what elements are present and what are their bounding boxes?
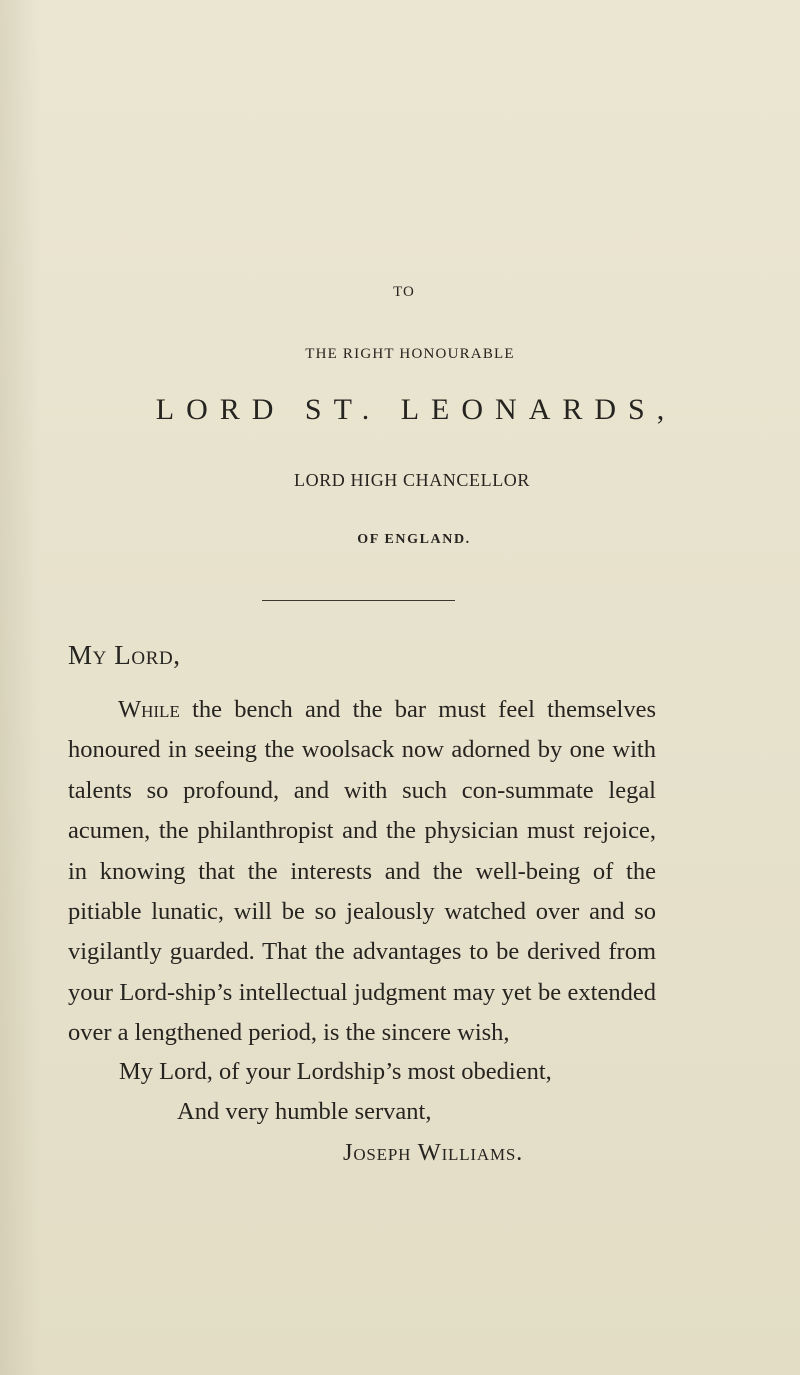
letter-body — [68, 690, 656, 1054]
signature: Joseph Williams. — [343, 1138, 524, 1166]
dedication-name: LORD ST. LEONARDS, — [155, 393, 677, 426]
closing-line-2: And very humble servant, — [177, 1098, 432, 1126]
dedication-country: OF ENGLAND. — [357, 532, 471, 547]
dedication-title: LORD HIGH CHANCELLOR — [294, 470, 530, 490]
letter-lead-word: While — [118, 696, 180, 723]
dedication-to: TO — [393, 284, 415, 300]
letter-salutation: My Lord, — [68, 640, 181, 670]
letter-body-text: the bench and the bar must feel themselves honoured in seeing the woolsack now adorned by one with talents so profound, and with such con-summate legal acumen, the philanthropist and the physician must rejoice, in knowing that the interests and the well-being of the pitiable lunatic, will be so jealously watched over and so vigilantly guarded. That the advantages to be derived from your Lord-ship’s intellectual judgment may yet be extended over a lengthened period, is the sincere wish, — [68, 696, 656, 1047]
closing-line-1: My Lord, of your Lordship’s most obedient, — [119, 1058, 552, 1085]
section-divider — [262, 600, 455, 601]
dedication-honorific: THE RIGHT HONOURABLE — [305, 346, 515, 362]
